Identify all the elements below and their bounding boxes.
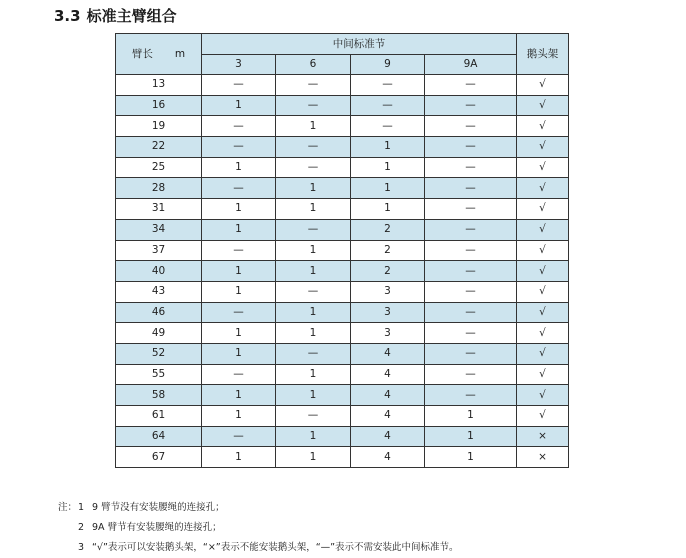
section-9-count: 1 xyxy=(351,137,425,158)
section-6-count: 1 xyxy=(276,447,351,468)
note-item xyxy=(58,538,459,558)
jib-header: 鹅头架 xyxy=(517,34,569,75)
section-3-count: 1 xyxy=(202,343,276,364)
section-9-count: — xyxy=(351,95,425,116)
table-row xyxy=(116,95,569,116)
section-9a-count: — xyxy=(425,281,517,302)
jib-mark: √ xyxy=(517,137,569,158)
arm-length-cell: 46 xyxy=(116,302,202,323)
section-6-count: 1 xyxy=(276,178,351,199)
section-number: 3.3 xyxy=(54,7,81,25)
section-9a-count: — xyxy=(425,385,517,406)
section-3-count: — xyxy=(202,426,276,447)
arm-length-cell: 28 xyxy=(116,178,202,199)
section-6-count: 1 xyxy=(276,116,351,137)
table-row xyxy=(116,178,569,199)
arm-length-label: 臂长 xyxy=(131,47,153,60)
arm-length-cell: 16 xyxy=(116,95,202,116)
arm-length-cell: 55 xyxy=(116,364,202,385)
section-3-count: 1 xyxy=(202,199,276,220)
table-row xyxy=(116,406,569,427)
section-9-count: 3 xyxy=(351,323,425,344)
section-6-count: — xyxy=(276,137,351,158)
jib-mark: × xyxy=(517,426,569,447)
note-number: 1 xyxy=(78,502,85,513)
table-row xyxy=(116,157,569,178)
section-6-count: — xyxy=(276,406,351,427)
arm-length-cell: 37 xyxy=(116,240,202,261)
section-col-3: 3 xyxy=(202,55,276,75)
section-9-count: 4 xyxy=(351,406,425,427)
section-6-count: — xyxy=(276,219,351,240)
table-row xyxy=(116,219,569,240)
section-9a-count: — xyxy=(425,75,517,96)
section-6-count: — xyxy=(276,95,351,116)
table-row xyxy=(116,240,569,261)
arm-length-cell: 43 xyxy=(116,281,202,302)
section-6-count: 1 xyxy=(276,364,351,385)
section-9a-count: — xyxy=(425,323,517,344)
section-9a-count: — xyxy=(425,343,517,364)
note-item xyxy=(58,498,459,518)
jib-mark: √ xyxy=(517,116,569,137)
section-9a-count: — xyxy=(425,95,517,116)
section-3-count: — xyxy=(202,116,276,137)
section-9-count: 4 xyxy=(351,426,425,447)
notes-prefix: 注： xyxy=(58,502,78,513)
section-9-count: 4 xyxy=(351,364,425,385)
table-row xyxy=(116,137,569,158)
section-9-count: 2 xyxy=(351,219,425,240)
section-col-9: 9 xyxy=(351,55,425,75)
section-6-count: — xyxy=(276,157,351,178)
section-9-count: 1 xyxy=(351,157,425,178)
arm-length-cell: 13 xyxy=(116,75,202,96)
section-heading xyxy=(54,5,177,26)
arm-length-cell: 25 xyxy=(116,157,202,178)
arm-length-cell: 34 xyxy=(116,219,202,240)
jib-mark: √ xyxy=(517,157,569,178)
section-3-count: — xyxy=(202,240,276,261)
section-6-count: 1 xyxy=(276,302,351,323)
arm-length-cell: 61 xyxy=(116,406,202,427)
arm-length-cell: 22 xyxy=(116,137,202,158)
arm-length-cell: 67 xyxy=(116,447,202,468)
section-3-count: — xyxy=(202,75,276,96)
section-3-count: 1 xyxy=(202,406,276,427)
jib-mark: √ xyxy=(517,261,569,282)
section-6-count: 1 xyxy=(276,261,351,282)
section-3-count: 1 xyxy=(202,157,276,178)
section-9a-count: 1 xyxy=(425,447,517,468)
arm-length-cell: 31 xyxy=(116,199,202,220)
middle-section-header: 中间标准节 xyxy=(202,34,517,55)
jib-mark: √ xyxy=(517,240,569,261)
jib-mark: √ xyxy=(517,343,569,364)
table-row xyxy=(116,199,569,220)
section-9a-count: — xyxy=(425,364,517,385)
table-row xyxy=(116,426,569,447)
section-9-count: — xyxy=(351,75,425,96)
arm-length-header xyxy=(116,34,202,75)
notes xyxy=(58,498,459,558)
jib-mark: √ xyxy=(517,406,569,427)
section-3-count: — xyxy=(202,137,276,158)
table-row xyxy=(116,385,569,406)
arm-length-cell: 52 xyxy=(116,343,202,364)
jib-mark: √ xyxy=(517,385,569,406)
section-3-count: — xyxy=(202,178,276,199)
note-text: 9A 臂节有安装腰绳的连接孔； xyxy=(92,522,222,533)
arm-length-unit: m xyxy=(174,47,186,60)
jib-mark: √ xyxy=(517,75,569,96)
section-6-count: 1 xyxy=(276,240,351,261)
note-text: 9 臂节没有安装腰绳的连接孔； xyxy=(92,502,225,513)
section-6-count: — xyxy=(276,75,351,96)
section-9a-count: — xyxy=(425,116,517,137)
arm-length-cell: 40 xyxy=(116,261,202,282)
section-9-count: 4 xyxy=(351,343,425,364)
jib-mark: √ xyxy=(517,178,569,199)
section-9-count: 4 xyxy=(351,385,425,406)
jib-mark: √ xyxy=(517,281,569,302)
section-6-count: 1 xyxy=(276,199,351,220)
section-9a-count: — xyxy=(425,302,517,323)
note-item xyxy=(58,518,459,538)
section-9a-count: — xyxy=(425,219,517,240)
note-number: 3 xyxy=(78,542,85,553)
section-9a-count: — xyxy=(425,137,517,158)
table-row xyxy=(116,447,569,468)
arm-length-cell: 19 xyxy=(116,116,202,137)
jib-mark: √ xyxy=(517,199,569,220)
table-row xyxy=(116,281,569,302)
arm-length-cell: 49 xyxy=(116,323,202,344)
jib-mark: √ xyxy=(517,219,569,240)
section-3-count: 1 xyxy=(202,323,276,344)
jib-mark: × xyxy=(517,447,569,468)
section-col-9a: 9A xyxy=(425,55,517,75)
section-3-count: 1 xyxy=(202,385,276,406)
section-9a-count: — xyxy=(425,157,517,178)
section-9a-count: — xyxy=(425,261,517,282)
section-9-count: 3 xyxy=(351,302,425,323)
section-9-count: 4 xyxy=(351,447,425,468)
section-3-count: — xyxy=(202,364,276,385)
section-9-count: 2 xyxy=(351,261,425,282)
section-9-count: 3 xyxy=(351,281,425,302)
note-text: “√”表示可以安装鹅头架，“×”表示不能安装鹅头架，“—”表示不需安装此中间标准节。 xyxy=(92,542,459,553)
jib-mark: √ xyxy=(517,364,569,385)
jib-mark: √ xyxy=(517,302,569,323)
section-6-count: — xyxy=(276,343,351,364)
table-row xyxy=(116,302,569,323)
table-row xyxy=(116,323,569,344)
jib-mark: √ xyxy=(517,323,569,344)
section-6-count: 1 xyxy=(276,323,351,344)
section-3-count: 1 xyxy=(202,219,276,240)
table-row xyxy=(116,261,569,282)
table-row xyxy=(116,116,569,137)
section-6-count: 1 xyxy=(276,385,351,406)
section-9a-count: — xyxy=(425,240,517,261)
section-3-count: 1 xyxy=(202,447,276,468)
arm-length-cell: 64 xyxy=(116,426,202,447)
section-3-count: 1 xyxy=(202,261,276,282)
section-9a-count: 1 xyxy=(425,406,517,427)
table-row xyxy=(116,343,569,364)
section-9a-count: — xyxy=(425,178,517,199)
section-9-count: 1 xyxy=(351,178,425,199)
note-number: 2 xyxy=(78,522,85,533)
section-6-count: 1 xyxy=(276,426,351,447)
arm-length-cell: 58 xyxy=(116,385,202,406)
section-9-count: 1 xyxy=(351,199,425,220)
section-9-count: 2 xyxy=(351,240,425,261)
table-body xyxy=(116,75,569,468)
section-3-count: 1 xyxy=(202,281,276,302)
table-row xyxy=(116,75,569,96)
section-9-count: — xyxy=(351,116,425,137)
section-3-count: 1 xyxy=(202,95,276,116)
jib-mark: √ xyxy=(517,95,569,116)
section-title: 标准主臂组合 xyxy=(86,7,177,25)
section-col-6: 6 xyxy=(276,55,351,75)
section-6-count: — xyxy=(276,281,351,302)
section-9a-count: — xyxy=(425,199,517,220)
table-row xyxy=(116,364,569,385)
section-3-count: — xyxy=(202,302,276,323)
section-9a-count: 1 xyxy=(425,426,517,447)
boom-combination-table xyxy=(115,33,569,468)
